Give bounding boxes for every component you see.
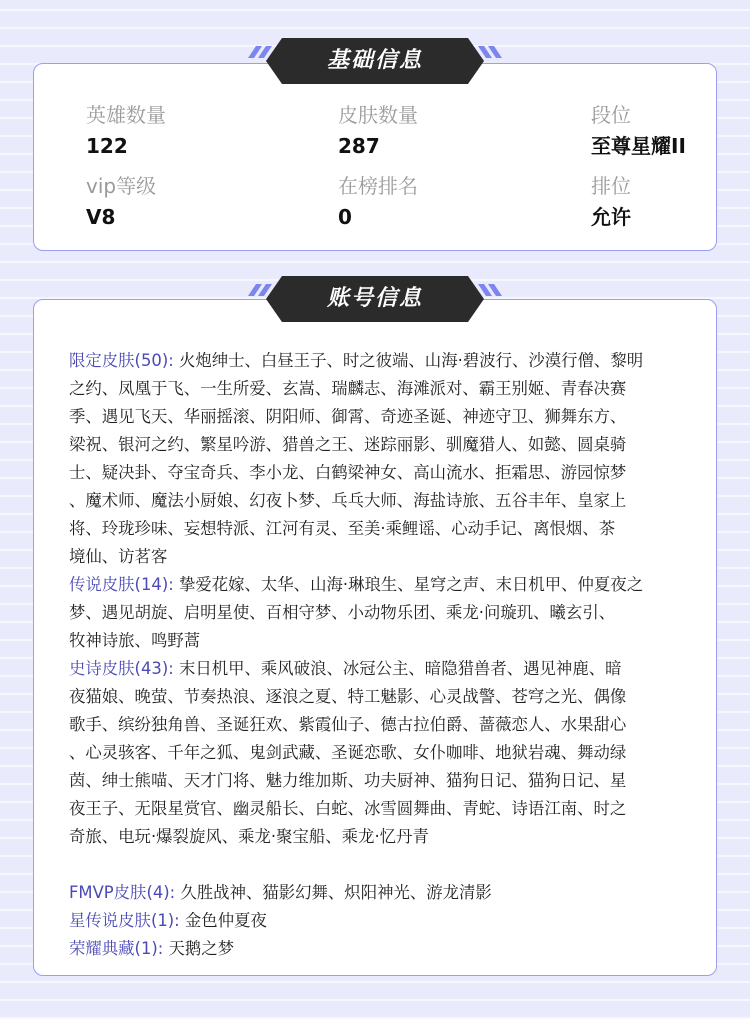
limited-skins-text: 火炮绅士、白昼王子、时之彼端、山海·碧波行、沙漠行僧、黎明 xyxy=(178,351,644,370)
info-label: 段位 xyxy=(591,103,631,127)
basic-info-title-badge xyxy=(248,38,502,84)
info-value: 至尊星耀II xyxy=(591,134,686,158)
info-ranked-allowed xyxy=(591,173,750,230)
fmvp-skins-section xyxy=(69,879,701,907)
epic-skins-text: 奇旅、电玩·爆裂旋风、乘龙·聚宝船、乘龙·忆丹青 xyxy=(69,827,429,846)
info-label: 在榜排名 xyxy=(338,174,418,198)
section-spacer xyxy=(69,851,701,879)
limited-skins-text: 境仙、访茗客 xyxy=(69,547,168,566)
info-value: 0 xyxy=(338,205,352,229)
info-label: 英雄数量 xyxy=(86,103,166,127)
info-value: 287 xyxy=(338,134,380,158)
limited-skins-text: 、魔术师、魔法小厨娘、幻夜卜梦、乓乓大师、海盐诗旅、五谷丰年、皇家上 xyxy=(69,491,627,510)
info-label: vip等级 xyxy=(86,174,157,198)
star-legend-skins-label: 星传说皮肤(1): xyxy=(69,911,180,930)
limited-skins-label: 限定皮肤(50): xyxy=(69,351,174,370)
honor-collection-section xyxy=(69,935,701,963)
legend-skins-text: 梦、遇见胡旋、启明星使、百相守梦、小动物乐团、乘龙·问璇玑、曦玄引、 xyxy=(69,603,616,622)
limited-skins-text: 将、玲珑珍味、妄想特派、江河有灵、至美·乘鲤谣、心动手记、离恨烟、茶 xyxy=(69,519,616,538)
basic-info-title: 基础信息 xyxy=(326,48,423,73)
honor-collection-text: 天鹅之梦 xyxy=(168,939,235,958)
epic-skins-text: 、心灵骇客、千年之狐、鬼剑武藏、圣诞恋歌、女仆咖啡、地狱岩魂、舞动绿 xyxy=(69,743,627,762)
info-rank-tier xyxy=(591,102,750,159)
limited-skins-text: 梁祝、银河之约、繁星吟游、猎兽之王、迷踪丽影、驯魔猎人、如懿、圆桌骑 xyxy=(69,435,627,454)
epic-skins-label: 史诗皮肤(43): xyxy=(69,659,174,678)
info-label: 排位 xyxy=(591,174,631,198)
epic-skins-text: 茵、绅士熊喵、天才门将、魅力维加斯、功夫厨神、猫狗日记、猫狗日记、星 xyxy=(69,771,627,790)
info-label: 皮肤数量 xyxy=(338,103,418,127)
epic-skins-section xyxy=(69,655,701,851)
legend-skins-text: 挚爱花嫁、太华、山海·琳琅生、星穹之声、末日机甲、仲夏夜之 xyxy=(178,575,644,594)
info-skin-count xyxy=(338,102,558,159)
info-value: V8 xyxy=(86,205,116,229)
account-info-card xyxy=(33,299,717,976)
info-hero-count xyxy=(86,102,306,159)
info-value: 122 xyxy=(86,134,128,158)
epic-skins-text: 歌手、缤纷独角兽、圣诞狂欢、紫霞仙子、德古拉伯爵、蔷薇恋人、水果甜心 xyxy=(69,715,627,734)
legend-skins-text: 牧神诗旅、鸣野蒿 xyxy=(69,631,201,650)
fmvp-skins-label: FMVP皮肤(4): xyxy=(69,883,176,902)
account-info-title-badge xyxy=(248,276,502,322)
star-legend-skins-text: 金色仲夏夜 xyxy=(184,911,267,930)
limited-skins-text: 季、遇见飞天、华丽摇滚、阴阳师、御霄、奇迹圣诞、神迹守卫、狮舞东方、 xyxy=(69,407,627,426)
legend-skins-section xyxy=(69,571,701,655)
fmvp-skins-text: 久胜战神、猫影幻舞、炽阳神光、游龙清影 xyxy=(180,883,492,902)
limited-skins-section xyxy=(69,347,701,571)
account-info-title: 账号信息 xyxy=(326,286,423,311)
account-skin-list xyxy=(69,347,701,963)
info-value: 允许 xyxy=(591,205,631,229)
honor-collection-label: 荣耀典藏(1): xyxy=(69,939,164,958)
limited-skins-text: 士、疑决卦、夺宝奇兵、李小龙、白鹤梁神女、高山流水、拒霜思、游园惊梦 xyxy=(69,463,627,482)
epic-skins-text: 夜王子、无限星赏官、幽灵船长、白蛇、冰雪圆舞曲、青蛇、诗语江南、时之 xyxy=(69,799,627,818)
epic-skins-text: 末日机甲、乘风破浪、冰冠公主、暗隐猎兽者、遇见神鹿、暗 xyxy=(178,659,622,678)
limited-skins-text: 之约、凤凰于飞、一生所爱、玄嵩、瑞麟志、海滩派对、霸王别姬、青春决赛 xyxy=(69,379,627,398)
legend-skins-label: 传说皮肤(14): xyxy=(69,575,174,594)
epic-skins-text: 夜猫娘、晚萤、节奏热浪、逐浪之夏、特工魅影、心灵战警、苍穹之光、偶像 xyxy=(69,687,627,706)
star-legend-skins-section xyxy=(69,907,701,935)
info-leaderboard-rank xyxy=(338,173,558,230)
basic-info-card xyxy=(33,63,717,251)
info-vip-level xyxy=(86,173,306,230)
